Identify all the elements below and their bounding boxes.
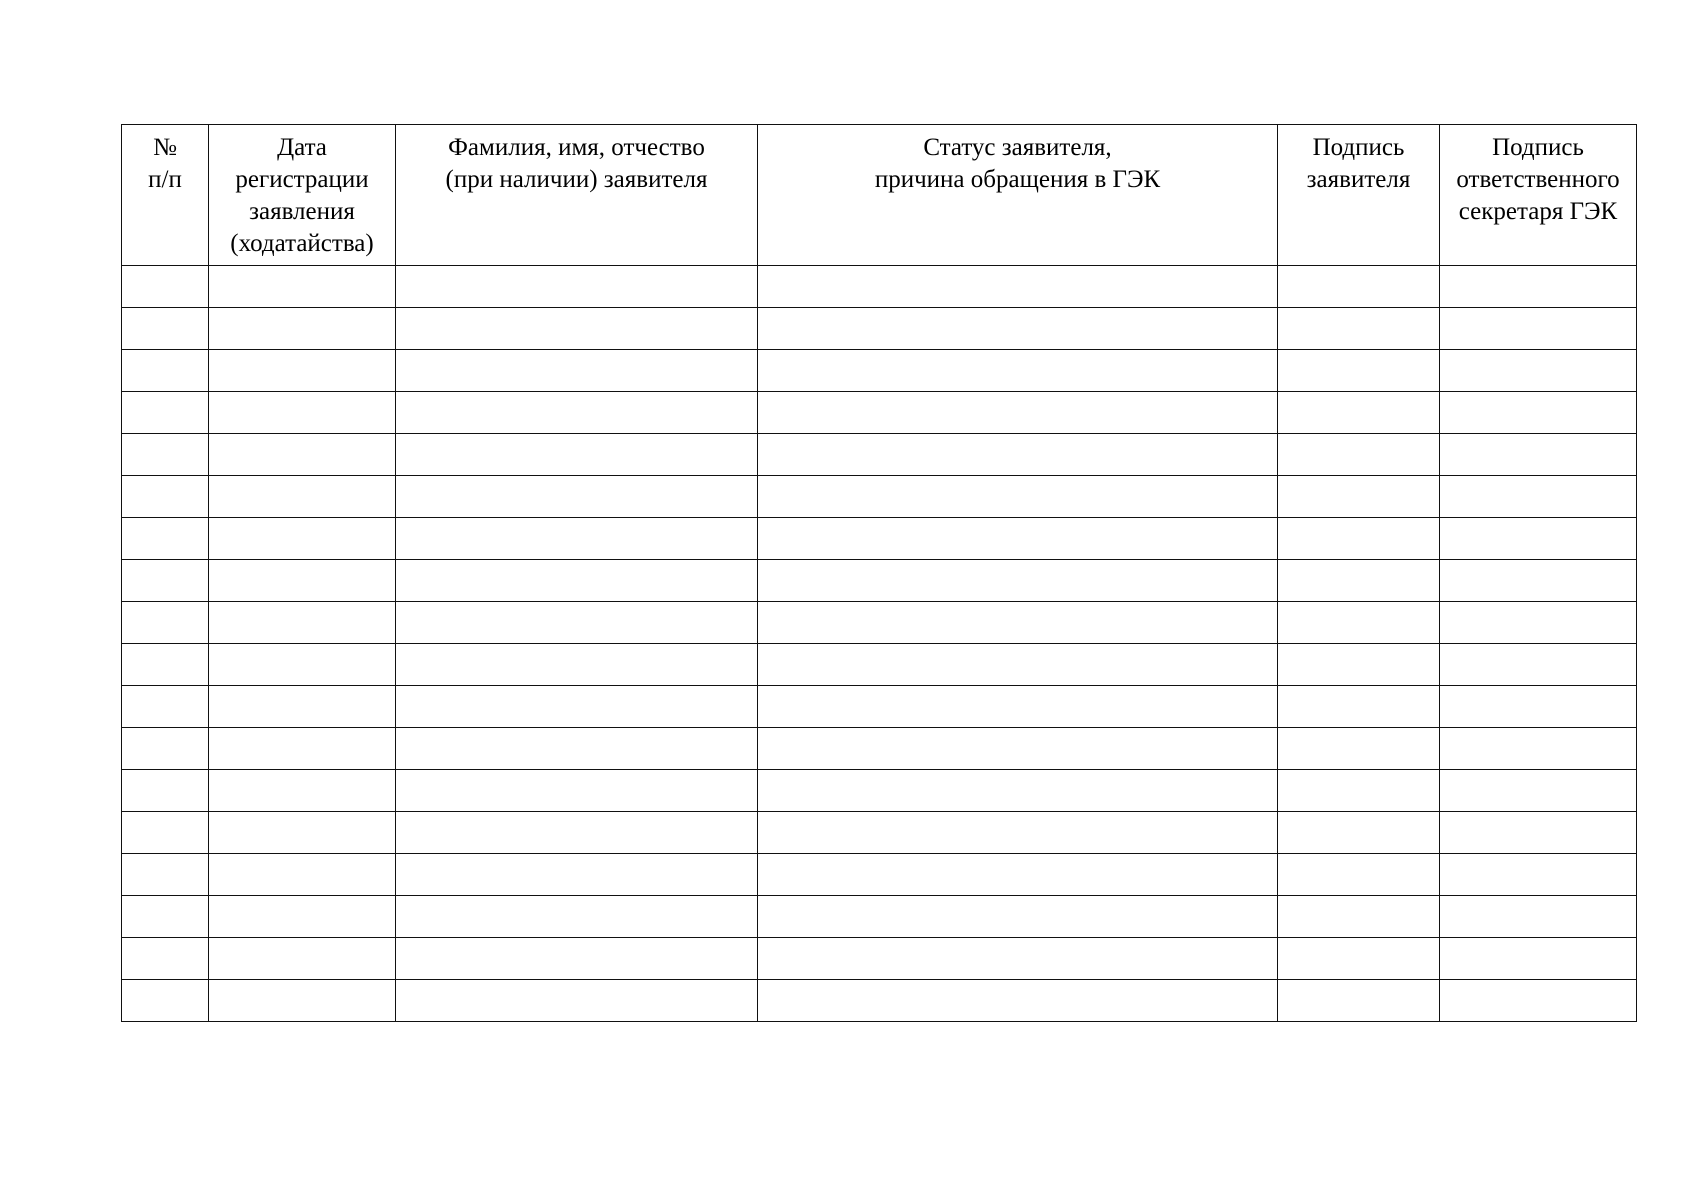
cell-secretary-signature — [1440, 812, 1637, 854]
header-applicant-name: Фамилия, имя, отчество (при наличии) заявителя — [396, 125, 758, 266]
header-row — [122, 125, 1637, 266]
cell-applicant-status — [758, 350, 1278, 392]
cell-applicant-name — [396, 518, 758, 560]
cell-secretary-signature — [1440, 644, 1637, 686]
cell-number — [122, 686, 209, 728]
cell-applicant-name — [396, 644, 758, 686]
cell-number — [122, 812, 209, 854]
cell-registration-date — [209, 560, 396, 602]
cell-number — [122, 476, 209, 518]
cell-number — [122, 728, 209, 770]
cell-applicant-status — [758, 980, 1278, 1022]
cell-secretary-signature — [1440, 350, 1637, 392]
cell-secretary-signature — [1440, 308, 1637, 350]
cell-applicant-signature — [1278, 602, 1440, 644]
cell-applicant-status — [758, 854, 1278, 896]
table-row — [122, 266, 1637, 308]
cell-number — [122, 560, 209, 602]
cell-registration-date — [209, 728, 396, 770]
table-row — [122, 812, 1637, 854]
cell-applicant-status — [758, 308, 1278, 350]
cell-registration-date — [209, 434, 396, 476]
table-row — [122, 350, 1637, 392]
table-row — [122, 770, 1637, 812]
cell-secretary-signature — [1440, 602, 1637, 644]
header-secretary-signature: Подпись ответственного секретаря ГЭК — [1440, 125, 1637, 266]
cell-applicant-name — [396, 812, 758, 854]
cell-applicant-status — [758, 896, 1278, 938]
cell-registration-date — [209, 980, 396, 1022]
table-row — [122, 896, 1637, 938]
cell-applicant-name — [396, 476, 758, 518]
cell-registration-date — [209, 854, 396, 896]
cell-number — [122, 644, 209, 686]
cell-applicant-signature — [1278, 644, 1440, 686]
header-applicant-signature: Подпись заявителя — [1278, 125, 1440, 266]
table-row — [122, 308, 1637, 350]
cell-applicant-signature — [1278, 434, 1440, 476]
cell-registration-date — [209, 518, 396, 560]
cell-number — [122, 602, 209, 644]
cell-applicant-status — [758, 602, 1278, 644]
cell-applicant-signature — [1278, 980, 1440, 1022]
table-row — [122, 728, 1637, 770]
cell-applicant-signature — [1278, 938, 1440, 980]
cell-registration-date — [209, 392, 396, 434]
cell-applicant-status — [758, 644, 1278, 686]
cell-secretary-signature — [1440, 392, 1637, 434]
cell-number — [122, 350, 209, 392]
cell-secretary-signature — [1440, 938, 1637, 980]
cell-number — [122, 770, 209, 812]
cell-applicant-status — [758, 434, 1278, 476]
cell-applicant-name — [396, 560, 758, 602]
cell-applicant-name — [396, 854, 758, 896]
cell-applicant-name — [396, 602, 758, 644]
cell-secretary-signature — [1440, 476, 1637, 518]
cell-applicant-name — [396, 686, 758, 728]
table-body — [122, 266, 1637, 1022]
cell-applicant-name — [396, 266, 758, 308]
cell-registration-date — [209, 266, 396, 308]
cell-secretary-signature — [1440, 980, 1637, 1022]
cell-applicant-name — [396, 728, 758, 770]
cell-applicant-signature — [1278, 728, 1440, 770]
cell-applicant-status — [758, 476, 1278, 518]
table-header — [122, 125, 1637, 266]
cell-secretary-signature — [1440, 266, 1637, 308]
cell-number — [122, 938, 209, 980]
cell-number — [122, 854, 209, 896]
cell-number — [122, 392, 209, 434]
cell-registration-date — [209, 602, 396, 644]
table-row — [122, 980, 1637, 1022]
cell-applicant-status — [758, 518, 1278, 560]
cell-applicant-name — [396, 350, 758, 392]
table-row — [122, 434, 1637, 476]
table-row — [122, 392, 1637, 434]
cell-applicant-status — [758, 812, 1278, 854]
table-row — [122, 686, 1637, 728]
cell-applicant-name — [396, 896, 758, 938]
cell-secretary-signature — [1440, 560, 1637, 602]
table-row — [122, 938, 1637, 980]
cell-applicant-signature — [1278, 392, 1440, 434]
cell-applicant-signature — [1278, 518, 1440, 560]
cell-applicant-signature — [1278, 476, 1440, 518]
cell-applicant-signature — [1278, 770, 1440, 812]
cell-secretary-signature — [1440, 728, 1637, 770]
cell-applicant-status — [758, 392, 1278, 434]
cell-number — [122, 434, 209, 476]
cell-secretary-signature — [1440, 686, 1637, 728]
cell-number — [122, 308, 209, 350]
cell-secretary-signature — [1440, 770, 1637, 812]
cell-number — [122, 896, 209, 938]
header-number: № п/п — [122, 125, 209, 266]
cell-registration-date — [209, 686, 396, 728]
cell-applicant-signature — [1278, 812, 1440, 854]
table-row — [122, 518, 1637, 560]
cell-applicant-name — [396, 308, 758, 350]
cell-applicant-signature — [1278, 266, 1440, 308]
cell-applicant-status — [758, 728, 1278, 770]
table-row — [122, 476, 1637, 518]
table-row — [122, 560, 1637, 602]
cell-registration-date — [209, 350, 396, 392]
cell-applicant-signature — [1278, 560, 1440, 602]
cell-registration-date — [209, 644, 396, 686]
header-applicant-status: Статус заявителя, причина обращения в ГЭК — [758, 125, 1278, 266]
cell-applicant-name — [396, 392, 758, 434]
cell-applicant-status — [758, 560, 1278, 602]
cell-number — [122, 266, 209, 308]
cell-registration-date — [209, 938, 396, 980]
header-registration-date: Дата регистрации заявления (ходатайства) — [209, 125, 396, 266]
cell-secretary-signature — [1440, 896, 1637, 938]
cell-registration-date — [209, 476, 396, 518]
applications-register-table — [121, 124, 1637, 1022]
cell-registration-date — [209, 896, 396, 938]
cell-secretary-signature — [1440, 434, 1637, 476]
cell-applicant-signature — [1278, 308, 1440, 350]
cell-applicant-status — [758, 266, 1278, 308]
cell-applicant-name — [396, 770, 758, 812]
cell-applicant-status — [758, 686, 1278, 728]
cell-number — [122, 518, 209, 560]
cell-secretary-signature — [1440, 518, 1637, 560]
cell-applicant-name — [396, 980, 758, 1022]
cell-applicant-signature — [1278, 686, 1440, 728]
table-row — [122, 854, 1637, 896]
table-row — [122, 602, 1637, 644]
cell-secretary-signature — [1440, 854, 1637, 896]
cell-registration-date — [209, 812, 396, 854]
cell-applicant-name — [396, 938, 758, 980]
cell-number — [122, 980, 209, 1022]
table-row — [122, 644, 1637, 686]
cell-registration-date — [209, 770, 396, 812]
cell-applicant-signature — [1278, 854, 1440, 896]
cell-applicant-signature — [1278, 896, 1440, 938]
cell-applicant-name — [396, 434, 758, 476]
cell-applicant-status — [758, 938, 1278, 980]
cell-applicant-signature — [1278, 350, 1440, 392]
cell-applicant-status — [758, 770, 1278, 812]
cell-registration-date — [209, 308, 396, 350]
